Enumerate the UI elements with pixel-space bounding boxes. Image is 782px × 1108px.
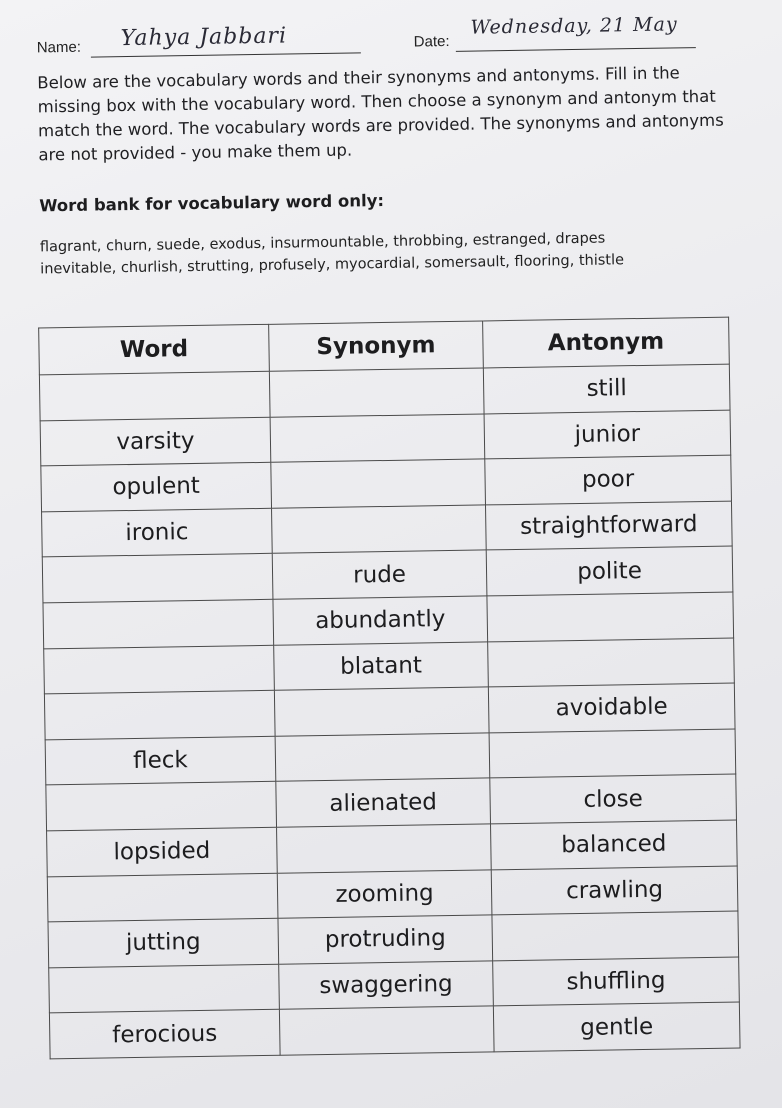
word-cell[interactable] bbox=[47, 873, 278, 922]
date-handwriting: Wednesday, 21 May bbox=[470, 13, 678, 39]
word-cell[interactable]: opulent bbox=[41, 462, 272, 511]
date-label: Date: bbox=[413, 32, 450, 51]
antonym-cell[interactable]: shuffling bbox=[493, 957, 740, 1006]
word-cell[interactable] bbox=[44, 690, 275, 739]
antonym-cell[interactable]: junior bbox=[484, 410, 731, 459]
antonym-cell[interactable]: straightforward bbox=[485, 501, 732, 550]
antonym-cell[interactable]: close bbox=[490, 774, 737, 823]
antonym-cell[interactable]: gentle bbox=[493, 1002, 740, 1052]
header-word: Word bbox=[39, 324, 270, 375]
vocabulary-table bbox=[38, 317, 740, 1060]
word-bank-title: Word bank for vocabulary word only: bbox=[39, 190, 385, 216]
word-cell[interactable] bbox=[43, 599, 274, 648]
synonym-cell[interactable] bbox=[279, 1006, 494, 1055]
synonym-cell[interactable]: blatant bbox=[274, 641, 489, 690]
name-line bbox=[91, 52, 361, 57]
synonym-cell[interactable] bbox=[269, 368, 484, 417]
word-cell[interactable]: ferocious bbox=[49, 1010, 280, 1059]
antonym-cell[interactable] bbox=[492, 911, 739, 960]
word-cell[interactable] bbox=[42, 554, 273, 603]
word-cell[interactable] bbox=[39, 371, 270, 420]
synonym-cell[interactable]: alienated bbox=[276, 778, 491, 827]
antonym-cell[interactable]: still bbox=[483, 364, 730, 413]
table-row bbox=[49, 1002, 740, 1059]
word-bank-line-1: flagrant, churn, suede, exodus, insurmountable, throbbing, estranged, drapes bbox=[39, 230, 606, 256]
antonym-cell[interactable]: polite bbox=[486, 546, 733, 595]
antonym-cell[interactable]: avoidable bbox=[488, 683, 735, 732]
synonym-cell[interactable] bbox=[277, 824, 492, 873]
synonym-cell[interactable]: abundantly bbox=[273, 596, 488, 645]
antonym-cell[interactable] bbox=[488, 638, 735, 687]
synonym-cell[interactable] bbox=[272, 505, 487, 554]
synonym-cell[interactable]: swaggering bbox=[279, 961, 494, 1010]
header-synonym: Synonym bbox=[269, 321, 484, 371]
instructions-paragraph: Below are the vocabulary words and their synonyms and antonyms. Fill in the missing box with the vocabulary word. Then choose a synonym and antonym that match the word. The vocabulary words are provided. The synonyms and antonyms are not provided - you make them up. bbox=[37, 63, 724, 165]
word-cell[interactable]: varsity bbox=[40, 417, 271, 466]
synonym-cell[interactable] bbox=[270, 414, 485, 463]
synonym-cell[interactable] bbox=[271, 459, 486, 508]
word-bank-line-2: inevitable, churlish, strutting, profusely, myocardial, somersault, flooring, thistle bbox=[40, 252, 625, 278]
synonym-cell[interactable]: protruding bbox=[278, 915, 493, 964]
antonym-cell[interactable]: crawling bbox=[491, 866, 738, 915]
word-cell[interactable]: ironic bbox=[42, 508, 273, 557]
synonym-cell[interactable] bbox=[274, 687, 489, 736]
word-cell[interactable]: lopsided bbox=[47, 827, 278, 876]
word-cell[interactable] bbox=[49, 964, 280, 1013]
antonym-cell[interactable] bbox=[487, 592, 734, 641]
synonym-cell[interactable]: rude bbox=[272, 550, 487, 599]
antonym-cell[interactable] bbox=[489, 729, 736, 778]
word-cell[interactable]: jutting bbox=[48, 918, 279, 967]
name-handwriting: Yahya Jabbari bbox=[120, 23, 288, 52]
word-cell[interactable] bbox=[44, 645, 275, 694]
synonym-cell[interactable]: zooming bbox=[277, 869, 492, 918]
word-cell[interactable]: fleck bbox=[45, 736, 276, 785]
date-line bbox=[456, 47, 696, 52]
synonym-cell[interactable] bbox=[275, 733, 490, 782]
name-label: Name: bbox=[36, 38, 82, 57]
header-antonym: Antonym bbox=[483, 317, 730, 368]
word-cell[interactable] bbox=[46, 782, 277, 831]
antonym-cell[interactable]: poor bbox=[485, 455, 732, 504]
antonym-cell[interactable]: balanced bbox=[491, 820, 738, 869]
word-bank-list bbox=[40, 226, 731, 281]
